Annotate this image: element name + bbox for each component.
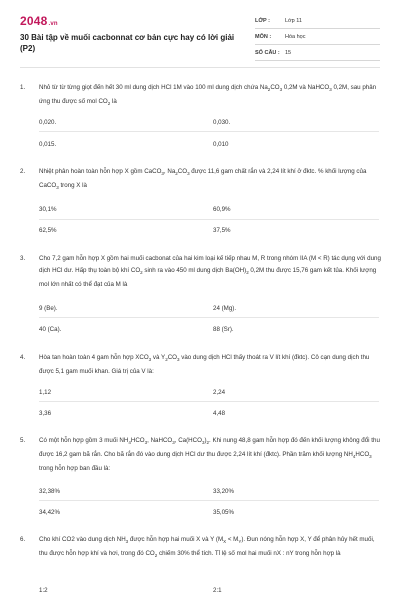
meta-label: MÔN : bbox=[255, 33, 272, 40]
question-number: 1. bbox=[20, 84, 26, 91]
question-number: 6. bbox=[20, 536, 26, 543]
option-a[interactable]: 30,1% bbox=[39, 206, 57, 213]
question-number: 4. bbox=[20, 354, 26, 361]
option-b[interactable]: 33,20% bbox=[213, 488, 234, 495]
option-d[interactable]: 0,010 bbox=[213, 141, 229, 148]
option-b[interactable]: 0,030. bbox=[213, 119, 231, 126]
option-b[interactable]: 2:1 bbox=[213, 587, 222, 594]
meta-row-subject bbox=[255, 29, 380, 45]
option-a[interactable]: 1:2 bbox=[39, 587, 48, 594]
option-a[interactable]: 1,12 bbox=[39, 389, 52, 396]
option-b[interactable]: 24 (Mg). bbox=[213, 305, 237, 312]
header-divider bbox=[20, 67, 380, 68]
option-c[interactable]: 0,015. bbox=[39, 141, 57, 148]
question-text: Cho 7,2 gam hỗn hợp X gồm hai muối cacbonat của hai kim loại kế tiếp nhau M, R trong nhóm IIA (M < R) tác dụng với dung dịch HCl dư. Hấp thụ toàn bộ khí $CO_2$ sinh ra vào 450 ml dung dịch $Ba(OH)_2$ 0,2M thu được 15,76 gam kết tủa. Khối lượng mol lớn nhất có thể đạt của M là bbox=[39, 255, 381, 289]
option-d[interactable]: 4,48 bbox=[213, 410, 226, 417]
question-text: Hòa tan hoàn toàn 4 gam hỗn hợp $XCO_3$ và $Y_2CO_3$ vào dung dịch HCl thấy thoát ra V lít khí (đktc). Cô cạn dung dịch thu được 5,1 gam muối khan. Giá trị của V là: bbox=[39, 354, 370, 376]
logo-text: 2048 bbox=[20, 14, 48, 28]
option-b[interactable]: 60,9% bbox=[213, 206, 231, 213]
option-c[interactable]: 3,36 bbox=[39, 410, 52, 417]
question-4 bbox=[20, 352, 382, 378]
option-c[interactable]: 34,42% bbox=[39, 509, 60, 516]
question-1 bbox=[20, 82, 382, 110]
question-text: Nhiệt phân hoàn toàn hỗn hợp X gồm CaCO$_3$, $Na_2CO_3$ được 11,6 gam chất rắn và 2,24 lít khí ở đktc. % khối lượng của CaCO$_3$ trong X là bbox=[39, 168, 367, 191]
option-divider bbox=[39, 500, 379, 501]
option-d[interactable]: 35,05% bbox=[213, 509, 234, 516]
question-text: Có một hỗn hợp gồm 3 muối $NH_4HCO_3$, NaHCO$_3$, $Ca(HCO_3)_2$. Khi nung 48,8 gam hỗn hợp đó đến khối lượng không đổi thu được 16,2 gam bã rắn. Cho bã rắn đó vào dung dịch HCl dư thu được 2,24 lít khí (đktc). Phần trăm khối lượng $NH_4HCO_3$ trong hỗn hợp ban đầu là: bbox=[39, 437, 380, 473]
option-d[interactable]: 88 (Sr). bbox=[213, 326, 234, 333]
question-3 bbox=[20, 253, 382, 291]
question-text: Nhỏ từ từ từng giọt đến hết 30 ml dung dịch HCl 1M vào 100 ml dung dịch chứa $Na_2CO_3$ 0,2M và NaHCO$_3$ 0,2M, sau phản ứng thu được số mol $CO_2$ là bbox=[39, 84, 377, 107]
option-a[interactable]: 32,38% bbox=[39, 488, 60, 495]
question-text: Cho khí CO2 vào dung dịch $NH_3$ được hỗn hợp hai muối X và Y $(M_X < M_Y)$. Đun nóng hỗn hợp X, Y để phân hủy hết muối, thu được hỗn hợp khí và hơi, trong đó $CO_2$ chiếm 30% thể tích. Tỉ lệ số mol hai muối nX : nY trong hỗn hợp là bbox=[39, 536, 375, 559]
meta-row-class bbox=[255, 13, 380, 29]
question-2 bbox=[20, 166, 382, 194]
meta-label: SỐ CÂU : bbox=[255, 49, 280, 56]
meta-row-count bbox=[255, 45, 380, 61]
option-c[interactable]: 62,5% bbox=[39, 227, 57, 234]
page-header bbox=[0, 0, 400, 62]
logo-suffix: .vn bbox=[48, 21, 58, 27]
meta-value: Hóa học bbox=[285, 33, 306, 40]
question-number: 2. bbox=[20, 168, 26, 175]
question-number: 5. bbox=[20, 437, 26, 444]
meta-label: LỚP : bbox=[255, 17, 270, 24]
option-a[interactable]: 9 (Be). bbox=[39, 305, 58, 312]
option-divider bbox=[39, 219, 379, 220]
question-5 bbox=[20, 435, 382, 475]
option-d[interactable]: 37,5% bbox=[213, 227, 231, 234]
option-divider bbox=[39, 317, 379, 318]
site-logo[interactable] bbox=[20, 14, 58, 28]
question-6 bbox=[20, 534, 382, 562]
option-a[interactable]: 0,020. bbox=[39, 119, 57, 126]
question-number: 3. bbox=[20, 255, 26, 262]
option-divider bbox=[39, 131, 379, 132]
meta-table bbox=[255, 13, 380, 61]
option-b[interactable]: 2,24 bbox=[213, 389, 226, 396]
option-divider bbox=[39, 401, 379, 402]
meta-value: Lớp 11 bbox=[285, 17, 302, 24]
option-c[interactable]: 40 (Ca). bbox=[39, 326, 62, 333]
meta-value: 15 bbox=[285, 49, 292, 56]
document-title: 30 Bài tập về muối cacbonnat cơ bản cực hay có lời giải (P2) bbox=[20, 33, 235, 53]
